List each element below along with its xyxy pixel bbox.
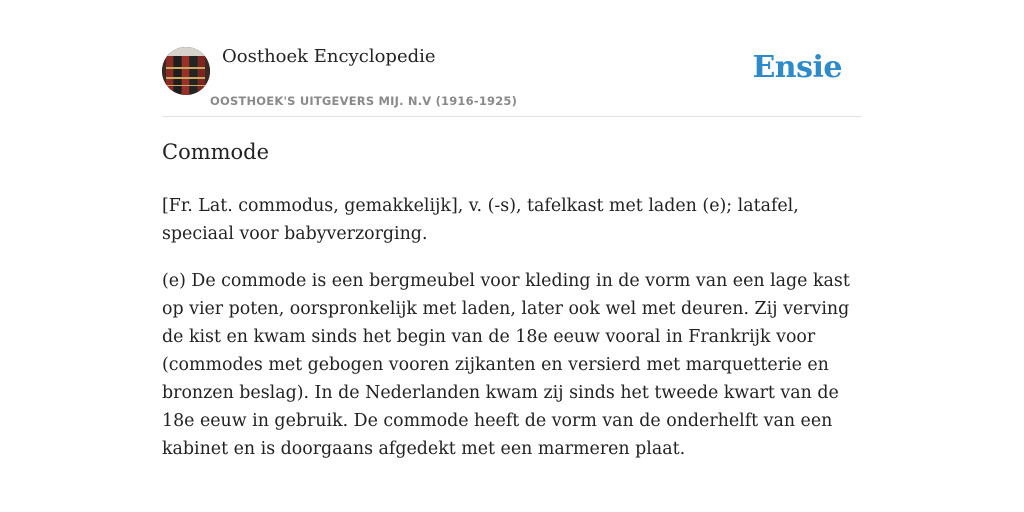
book-spines-icon bbox=[162, 47, 210, 95]
brand-logo[interactable]: Ensie bbox=[752, 50, 842, 85]
entry-paragraph: [Fr. Lat. commodus, gemakkelijk], v. (-s), tafelkast met laden (e); latafel, speciaal voor babyverzorging. bbox=[162, 196, 799, 244]
entry-paragraph: (e) De commode is een bergmeubel voor kleding in de vorm van een lage kast op vier poten, oorspronkelijk met laden, later ook wel met deuren. Zij verving de kist en kwam sinds het begin van de 18e eeuw vooral in Frankrijk voor (commodes met gebogen vooren zijkanten en versierd met marquetterie en bronzen beslag). In de Nederlanden kwam zij sinds het tweede kwart van de 18e eeuw in gebruik. De commode heeft de vorm van de onderhelft van een kabinet en is doorgaans afgedekt met een marmeren plaat. bbox=[162, 271, 850, 459]
page-title: Commode bbox=[162, 140, 270, 164]
source-header bbox=[162, 44, 862, 117]
source-publisher: OOSTHOEK'S UITGEVERS MIJ. N.V (1916-1925) bbox=[210, 94, 518, 108]
source-title[interactable]: Oosthoek Encyclopedie bbox=[222, 46, 436, 67]
